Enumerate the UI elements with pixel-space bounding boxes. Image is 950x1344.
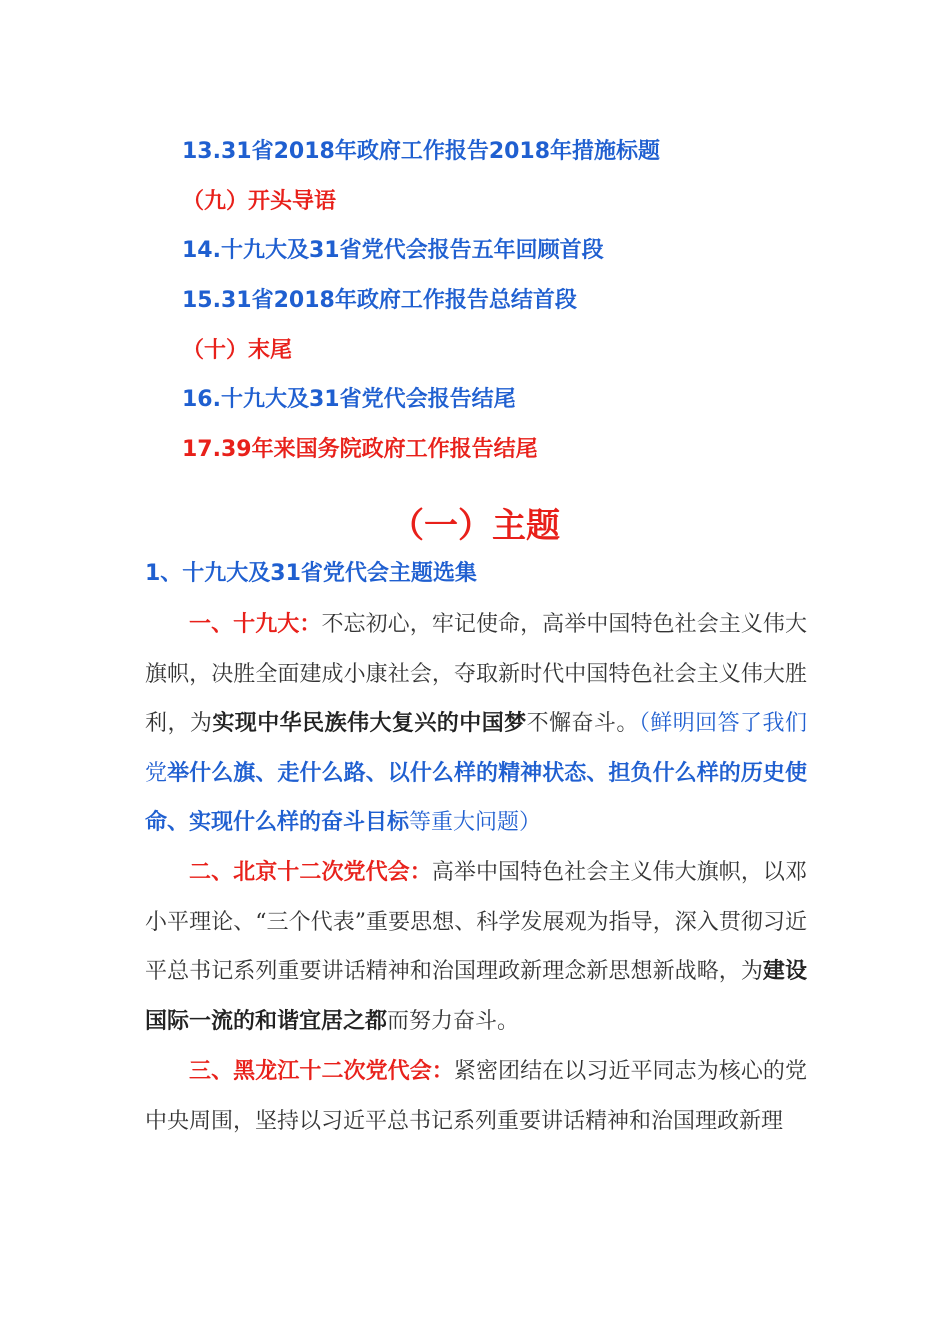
section-title: （一）主题 [390,506,560,546]
toc-item: （九）开头导语 [182,189,337,214]
paragraph-emphasis: 建设国际一流的和谐宜居之都 [145,959,807,1034]
paragraph-text: 不忘初心，牢记使命，高举中国特色社会主义伟大旗帜，决胜全面建成小康社会，夺取新时代中国特色社会主义伟大胜利，为 [145,612,807,736]
toc-item: （十）末尾 [182,338,293,363]
paragraph-beijing [145,848,807,1046]
toc-item: 17.39年来国务院政府工作报告结尾 [182,437,538,462]
toc-item: 14.十九大及31省党代会报告五年回顾首段 [182,238,604,263]
paragraph-text: 高举中国特色社会主义伟大旗帜，以邓小平理论、“三个代表”重要思想、科学发展观为指导，深入贯彻习近平总书记系列重要讲话精神和治国理政新理念新思想新战略，为 [145,860,807,984]
paragraph-label: 一、十九大： [189,612,322,637]
paragraph-note: 等重大问题） [409,810,542,835]
paragraph-note-emphasis: 举什么旗、走什么路、以什么样的精神状态、担负什么样的历史使命、实现什么样的奋斗目标 [145,760,807,835]
paragraph-19th-congress [145,600,807,848]
paragraph-emphasis: 实现中华民族伟大复兴的中国梦 [212,711,527,736]
paragraph-text: 不懈奋斗。 [526,711,639,736]
paragraph-text: 而努力奋斗。 [387,1008,520,1034]
toc-item: 13.31省2018年政府工作报告2018年措施标题 [182,139,661,164]
subheading: 1、十九大及31省党代会主题选集 [145,561,477,586]
toc-item: 15.31省2018年政府工作报告总结首段 [182,288,577,313]
paragraph-heilongjiang [145,1047,807,1146]
paragraph-label: 二、北京十二次党代会： [189,860,432,885]
toc-item: 16.十九大及31省党代会报告结尾 [182,387,516,412]
paragraph-label: 三、黑龙江十二次党代会： [189,1059,454,1084]
paragraph-note: （鲜明回答了我们党 [145,711,807,786]
paragraph-text: 紧密团结在以习近平同志为核心的党中央周围，坚持以习近平总书记系列重要讲话精神和治国理政新理 [145,1059,807,1134]
